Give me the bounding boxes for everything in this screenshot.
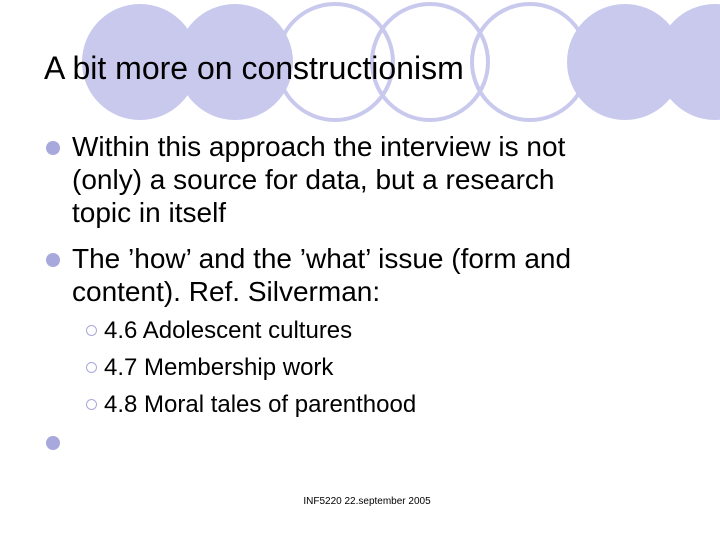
bullet-text: Within this approach the interview is not (only) a source for data, but a research topic in itself [72,131,566,228]
bullet-text: The ’how’ and the ’what’ issue (form and content). Ref. Silverman: [72,243,572,307]
sub-bullet-text: 4.6 Adolescent cultures [104,317,353,344]
decorative-circle [657,4,720,120]
sub-bullet-text: 4.7 Membership work [104,354,334,381]
bullet-dot-icon [46,253,60,267]
ring-bullet-icon [86,362,97,373]
bullet-dot-icon [46,141,60,155]
ring-bullet-icon [86,325,97,336]
slide-footer: INF5220 22.september 2005 [303,496,431,507]
ring-bullet-icon [86,399,97,410]
bullet-dot-icon [46,436,60,450]
slide-title: A bit more on constructionism [44,50,464,86]
sub-bullet-text: 4.8 Moral tales of parenthood [104,391,417,418]
